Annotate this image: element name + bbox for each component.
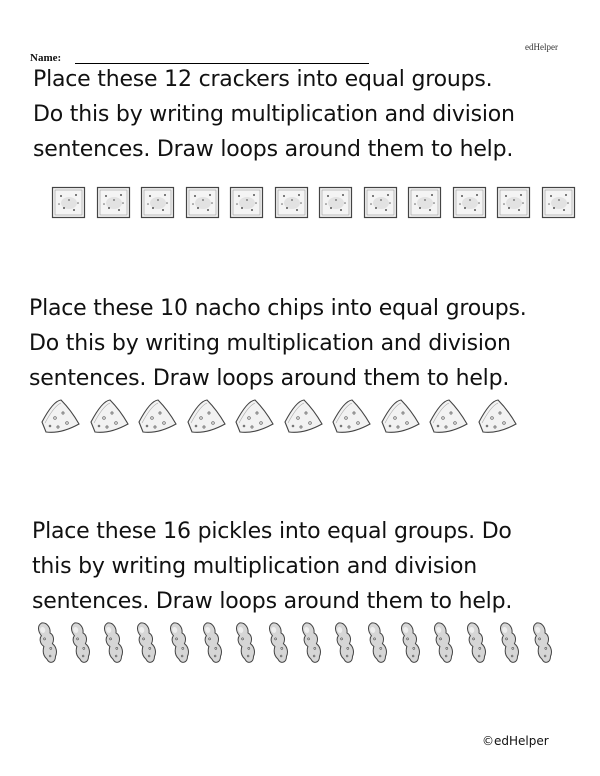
instruction-line: Do this by writing multiplication and division xyxy=(33,102,515,127)
instruction-line: sentences. Draw loops around them to help. xyxy=(32,589,513,614)
pickle-icon xyxy=(433,620,455,666)
cracker-icon xyxy=(407,186,443,220)
pickle-icon xyxy=(367,620,389,666)
pickle-icon xyxy=(169,620,191,666)
nacho-chip-icon xyxy=(282,398,324,436)
name-label: Name: xyxy=(30,52,62,64)
crackers-instructions xyxy=(33,62,515,167)
footer-copyright: ©edHelper xyxy=(482,734,549,748)
instruction-line: Do this by writing multiplication and division xyxy=(29,331,511,356)
cracker-icon xyxy=(51,186,87,220)
nacho-chip-icon xyxy=(476,398,518,436)
pickle-icon xyxy=(301,620,323,666)
chips-row xyxy=(39,398,524,436)
pickle-icon xyxy=(70,620,92,666)
cracker-icon xyxy=(274,186,310,220)
pickle-icon xyxy=(400,620,422,666)
pickle-icon xyxy=(466,620,488,666)
pickle-icon xyxy=(136,620,158,666)
pickle-icon xyxy=(235,620,257,666)
pickle-icon xyxy=(268,620,290,666)
crackers-row xyxy=(51,186,585,220)
pickles-row xyxy=(37,620,565,666)
cracker-icon xyxy=(496,186,532,220)
cracker-icon xyxy=(96,186,132,220)
nacho-chip-icon xyxy=(39,398,81,436)
cracker-icon xyxy=(140,186,176,220)
cracker-icon xyxy=(318,186,354,220)
nacho-chip-icon xyxy=(427,398,469,436)
pickle-icon xyxy=(202,620,224,666)
instruction-line: Place these 10 nacho chips into equal groups. xyxy=(29,296,527,321)
cracker-icon xyxy=(229,186,265,220)
cracker-icon xyxy=(363,186,399,220)
pickle-icon xyxy=(103,620,125,666)
nacho-chip-icon xyxy=(379,398,421,436)
nacho-chip-icon xyxy=(136,398,178,436)
pickle-icon xyxy=(532,620,554,666)
nacho-chip-icon xyxy=(88,398,130,436)
instruction-line: Place these 12 crackers into equal groups. xyxy=(33,67,493,92)
nacho-chip-icon xyxy=(185,398,227,436)
instruction-line: sentences. Draw loops around them to help. xyxy=(33,137,514,162)
cracker-icon xyxy=(541,186,577,220)
pickle-icon xyxy=(334,620,356,666)
pickle-icon xyxy=(37,620,59,666)
instruction-line: this by writing multiplication and division xyxy=(32,554,477,579)
nacho-chip-icon xyxy=(330,398,372,436)
pickles-instructions xyxy=(32,514,512,619)
instruction-line: sentences. Draw loops around them to help. xyxy=(29,366,510,391)
instruction-line: Place these 16 pickles into equal groups. Do xyxy=(32,519,512,544)
chips-instructions xyxy=(29,291,527,396)
cracker-icon xyxy=(185,186,221,220)
pickle-icon xyxy=(499,620,521,666)
nacho-chip-icon xyxy=(233,398,275,436)
cracker-icon xyxy=(452,186,488,220)
brand-top: edHelper xyxy=(525,42,558,52)
